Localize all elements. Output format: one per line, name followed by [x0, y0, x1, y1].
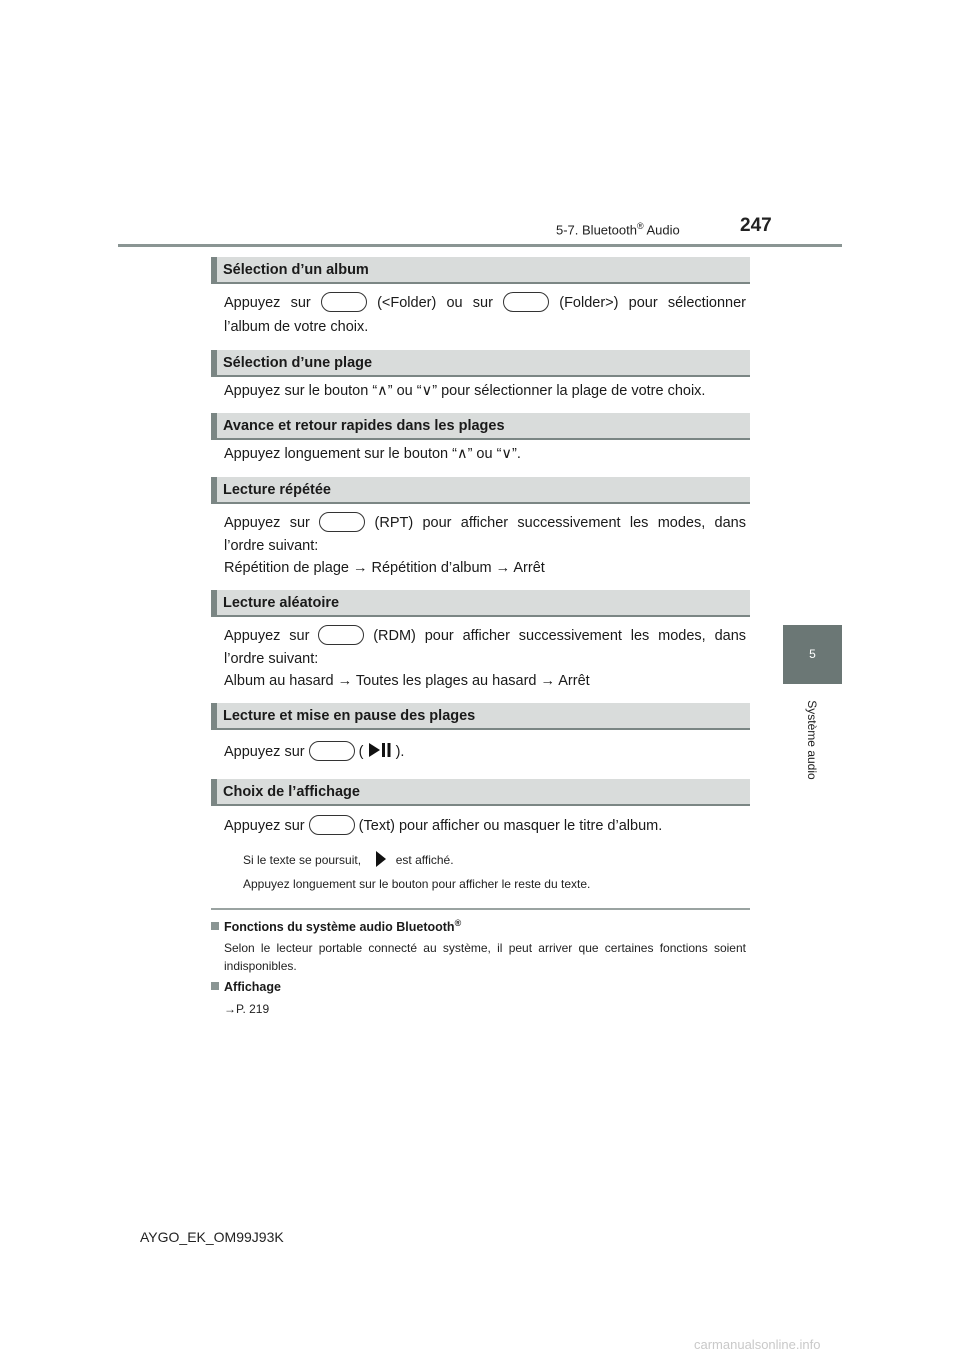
random-text-line1: Appuyez sur (RDM) pour afficher successivement les modes, dans	[224, 625, 746, 647]
note-body-affichage: →P. 219	[224, 1002, 270, 1016]
chapter-tab: 5	[783, 625, 842, 684]
section-header-track: Sélection d’une plage	[211, 350, 750, 377]
play-pause-button-icon	[309, 741, 355, 761]
album-text-line2: l’album de votre choix.	[224, 319, 369, 335]
text-button-icon	[309, 815, 355, 835]
section-header-album: Sélection d’un album	[211, 257, 750, 284]
watermark: carmanualsonline.info	[694, 1337, 821, 1352]
repeat-text-line2: l’ordre suivant:	[224, 538, 319, 554]
repeat-text-line1: Appuyez sur (RPT) pour afficher successivement les modes, dans	[224, 512, 746, 534]
play-pause-icon	[368, 742, 392, 758]
rpt-button-icon	[319, 512, 365, 532]
track-text: Appuyez sur le bouton “∧” ou “∨” pour sélectionner la plage de votre choix.	[224, 383, 706, 399]
notes-rule	[211, 908, 750, 910]
section-header-playpause: Lecture et mise en pause des plages	[211, 703, 750, 730]
header-rule	[118, 244, 842, 247]
display-note-line1: Si le texte se poursuit, est affiché.	[243, 850, 454, 868]
rdm-button-icon	[318, 625, 364, 645]
playpause-text: Appuyez sur ( ).	[224, 741, 746, 763]
display-text: Appuyez sur (Text) pour afficher ou masquer le titre d’album.	[224, 815, 746, 837]
scroll-arrow-icon	[374, 850, 388, 868]
note-title-bluetooth: Fonctions du système audio Bluetooth®	[211, 918, 461, 934]
random-text-line3: Album au hasard → Toutes les plages au hasard → Arrêt	[224, 673, 590, 689]
section-header-repeat: Lecture répétée	[211, 477, 750, 504]
random-text-line2: l’ordre suivant:	[224, 651, 319, 667]
ffrew-text: Appuyez longuement sur le bouton “∧” ou “∨”.	[224, 446, 521, 462]
bullet-square-icon	[211, 922, 219, 930]
chapter-label: Système audio	[805, 700, 819, 780]
page-number: 247	[740, 215, 772, 236]
display-note-line2: Appuyez longuement sur le bouton pour afficher le reste du texte.	[243, 877, 591, 891]
folder-down-button-icon	[321, 292, 367, 312]
section-title: 5-7. Bluetooth® Audio	[556, 221, 680, 238]
repeat-text-line3: Répétition de plage → Répétition d’album → Arrêt	[224, 560, 545, 576]
note-title-affichage: Affichage	[211, 980, 281, 994]
section-header-display: Choix de l’affichage	[211, 779, 750, 806]
note-body-bluetooth: Selon le lecteur portable connecté au système, il peut arriver que certaines fonctions soient indisponibles.	[224, 941, 746, 973]
document-code: AYGO_EK_OM99J93K	[140, 1229, 284, 1245]
bullet-square-icon	[211, 982, 219, 990]
folder-up-button-icon	[503, 292, 549, 312]
album-text-line1: Appuyez sur (<Folder) ou sur (Folder>) pour sélectionner	[224, 292, 746, 314]
section-header-ffrew: Avance et retour rapides dans les plages	[211, 413, 750, 440]
section-header-random: Lecture aléatoire	[211, 590, 750, 617]
